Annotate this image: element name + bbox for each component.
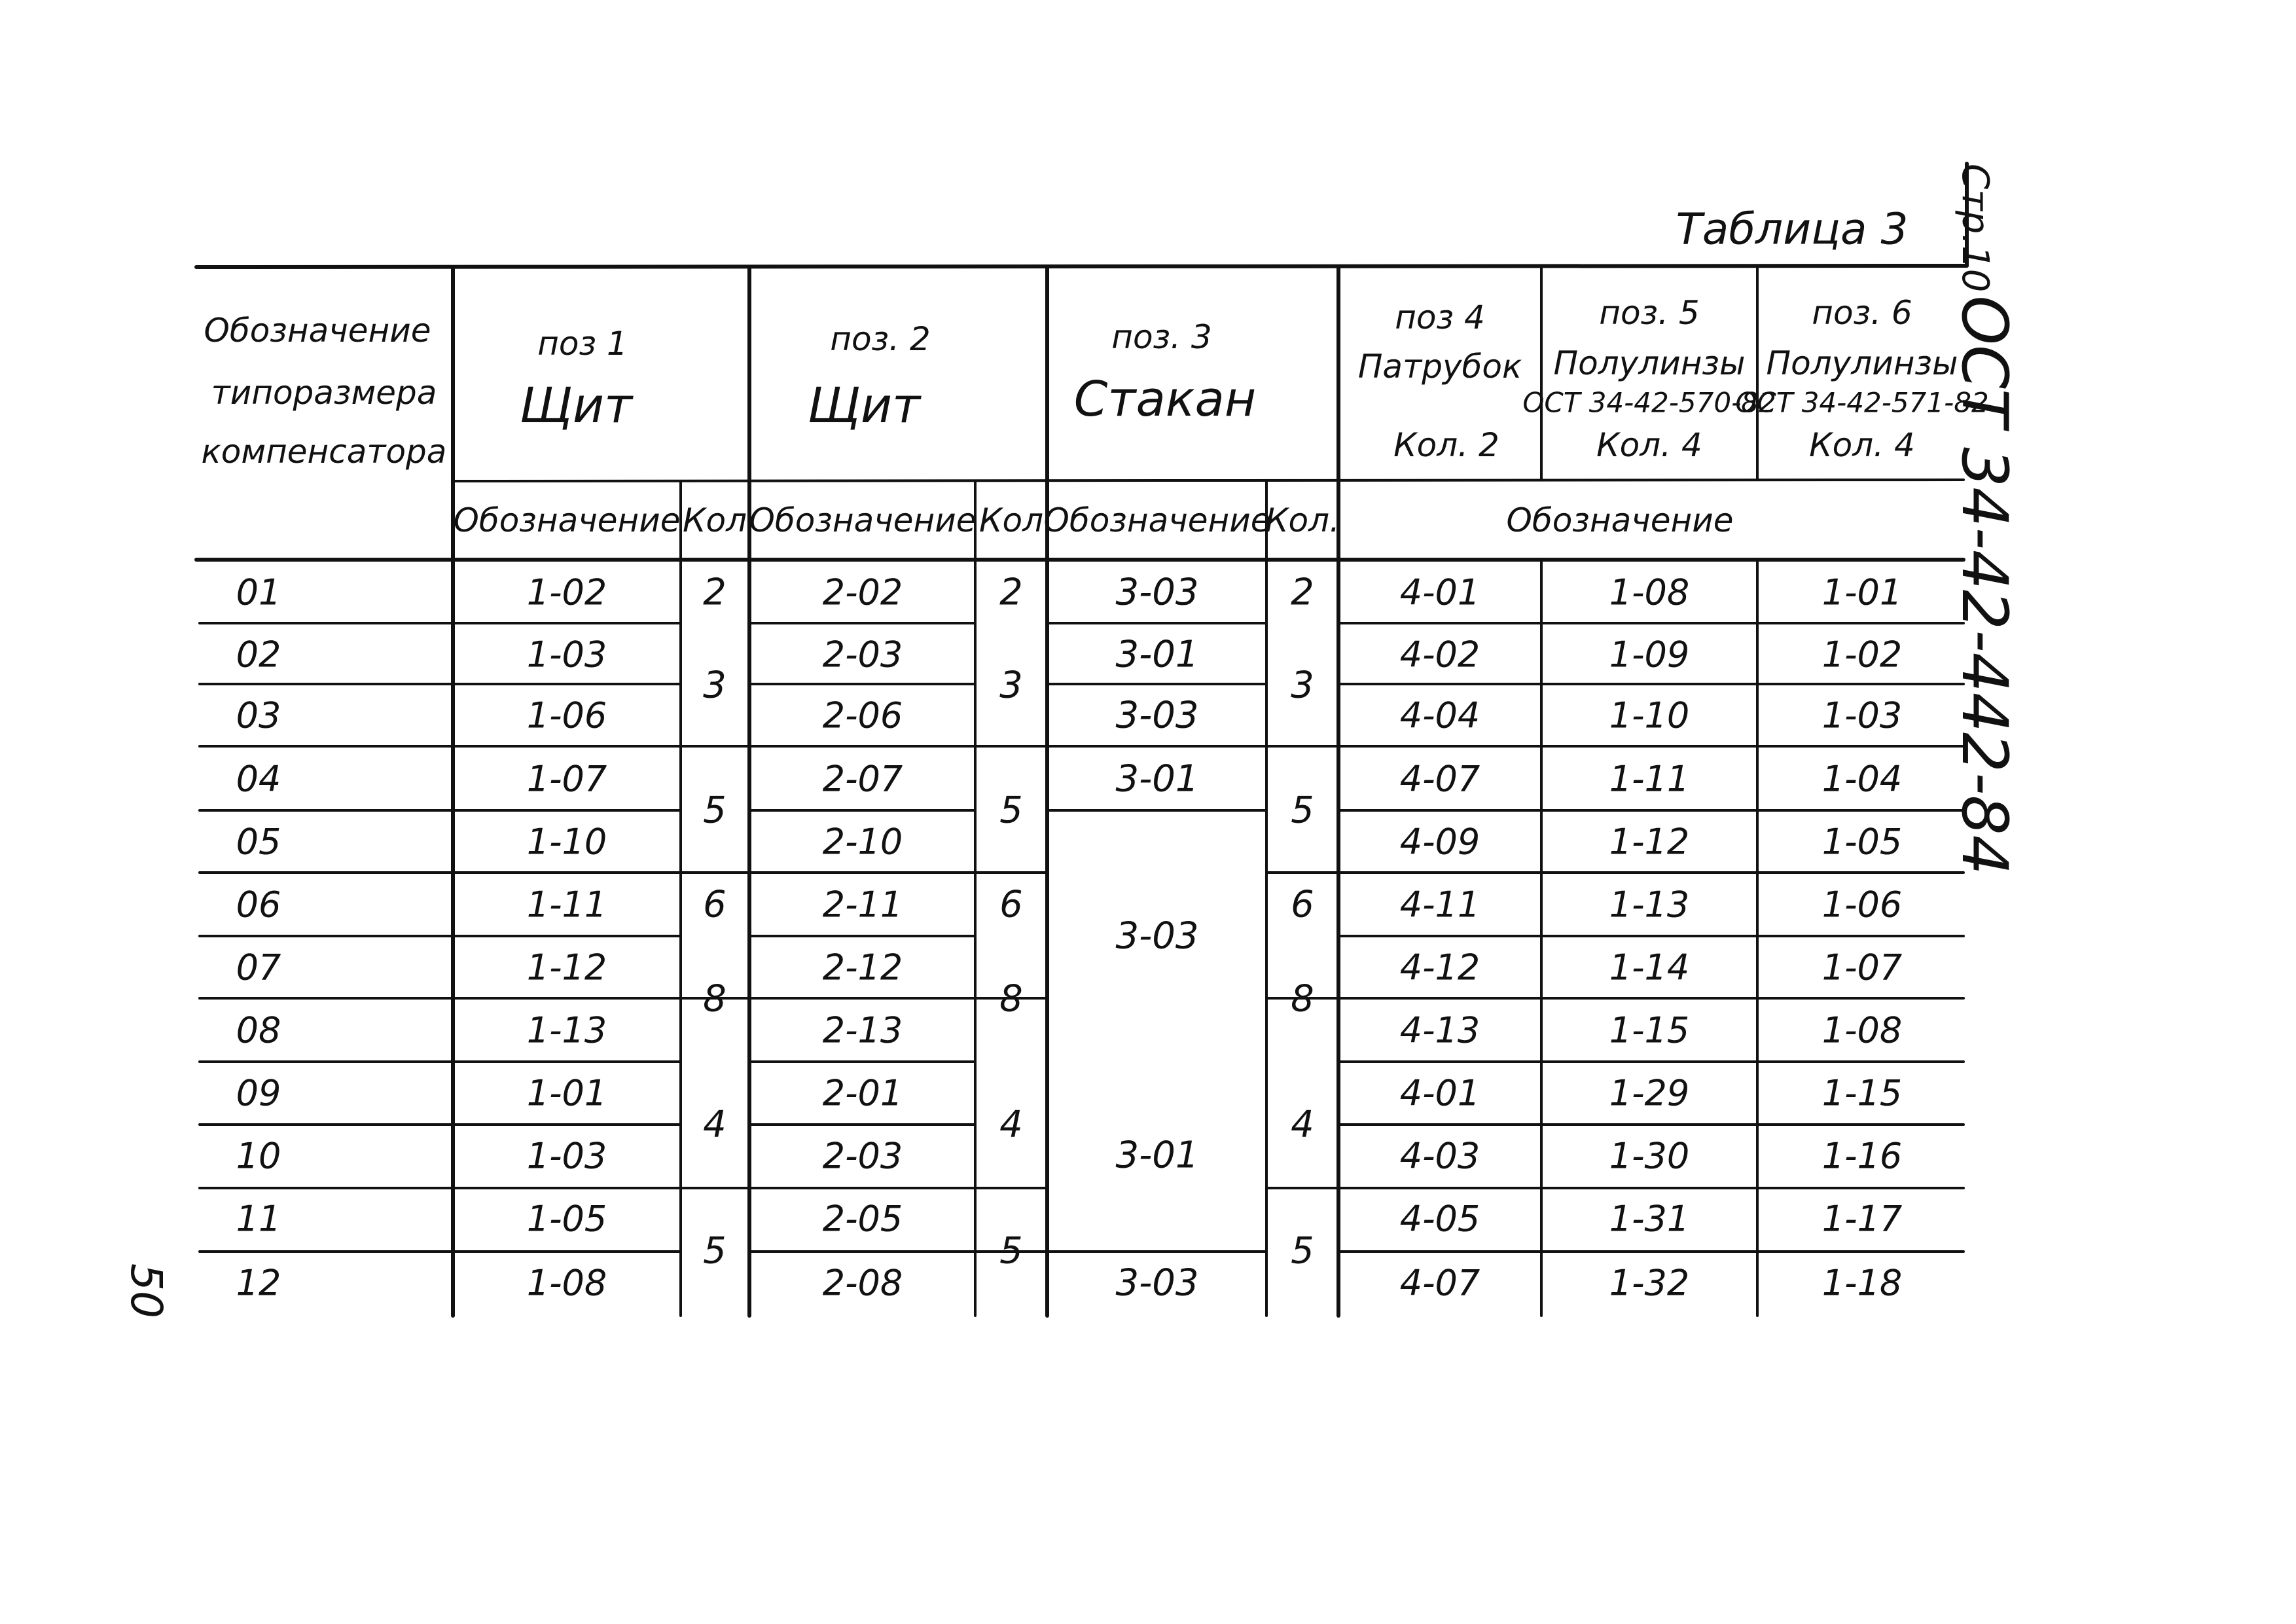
first-col-header-line1: Обозначение — [204, 312, 431, 350]
first-col-header-line3: компенсатора — [201, 433, 447, 471]
designation-cell-p2: 2-01 — [822, 1072, 903, 1114]
designation-cell-p2: 2-12 — [822, 947, 903, 988]
designation-cell-p5: 1-32 — [1609, 1262, 1690, 1304]
designation-cell-p4: 4-01 — [1399, 571, 1480, 613]
designation-cell-p4: 4-09 — [1399, 821, 1480, 863]
quantity-cell-qty2: 5 — [999, 1229, 1023, 1272]
designation-cell-p5: 1-11 — [1609, 758, 1690, 800]
pos3-designation-cell: 3-03 — [1115, 914, 1199, 958]
pos3-name: Стакан — [1073, 371, 1257, 427]
quantity-cell-qty3: 4 — [1291, 1103, 1314, 1146]
size-designation-cell: 08 — [236, 1009, 281, 1051]
designation-cell-p4: 4-13 — [1399, 1009, 1480, 1051]
quantity-cell-qty2: 2 — [999, 571, 1023, 614]
pos3-designation-cell: 3-03 — [1115, 694, 1199, 737]
designation-cell-p4: 4-03 — [1399, 1135, 1480, 1177]
designation-cell-p6: 1-18 — [1821, 1262, 1903, 1304]
designation-cell-p2: 2-11 — [822, 884, 903, 926]
quantity-cell-qty2: 6 — [999, 883, 1023, 926]
subheader-qty-pos1: Кол — [682, 501, 747, 539]
pos4-label: поз 4 — [1395, 298, 1485, 336]
pos3-designation-cell: 3-01 — [1115, 1134, 1199, 1177]
designation-cell-p2: 2-10 — [822, 821, 903, 863]
designation-cell-p2: 2-02 — [822, 571, 903, 613]
designation-cell-p2: 2-03 — [822, 1135, 903, 1177]
designation-cell-p1: 1-11 — [526, 884, 607, 926]
quantity-cell-qty2: 8 — [999, 977, 1023, 1020]
page-number: 50 — [121, 1263, 171, 1318]
designation-cell-p4: 4-07 — [1399, 758, 1480, 800]
quantity-cell-qty1: 4 — [703, 1103, 726, 1146]
quantity-cell-qty3: 2 — [1291, 571, 1314, 614]
pos3-designation-cell: 3-01 — [1115, 757, 1199, 801]
side-page-label: Стр.10 — [1954, 164, 1996, 293]
designation-cell-p2: 2-08 — [822, 1262, 903, 1304]
designation-cell-p1: 1-02 — [526, 571, 607, 613]
designation-cell-p4: 4-01 — [1399, 1072, 1480, 1114]
subheader-designation-pos3: Обозначение — [1043, 501, 1271, 539]
designation-cell-p6: 1-17 — [1821, 1198, 1903, 1240]
designation-cell-p1: 1-03 — [526, 1135, 607, 1177]
pos3-label: поз. 3 — [1111, 318, 1212, 356]
pos6-standard: ОСТ 34-42-571-82 — [1735, 386, 1989, 419]
subheader-designation-pos1: Обозначение — [453, 501, 681, 539]
designation-cell-p5: 1-12 — [1609, 821, 1690, 863]
designation-cell-p1: 1-13 — [526, 1009, 607, 1051]
size-designation-cell: 02 — [236, 634, 281, 676]
designation-cell-p4: 4-05 — [1399, 1198, 1480, 1240]
subheader-designation-pos2: Обозначение — [749, 501, 977, 539]
designation-cell-p4: 4-02 — [1399, 634, 1480, 676]
designation-cell-p6: 1-03 — [1821, 695, 1903, 736]
designation-cell-p5: 1-13 — [1609, 884, 1690, 926]
designation-cell-p5: 1-31 — [1609, 1198, 1690, 1240]
quantity-cell-qty3: 5 — [1291, 789, 1314, 832]
designation-cell-p6: 1-04 — [1821, 758, 1903, 800]
pos3-designation-cell: 3-03 — [1115, 571, 1199, 614]
size-designation-cell: 07 — [236, 947, 281, 988]
designation-cell-p2: 2-13 — [822, 1009, 903, 1051]
designation-cell-p5: 1-08 — [1609, 571, 1690, 613]
quantity-cell-qty1: 6 — [703, 883, 726, 926]
designation-cell-p2: 2-06 — [822, 695, 903, 736]
pos3-designation-cell: 3-03 — [1115, 1261, 1199, 1305]
designation-cell-p4: 4-07 — [1399, 1262, 1480, 1304]
size-designation-cell: 06 — [236, 884, 281, 926]
document-code-sidebar — [1948, 164, 2021, 875]
pos4-name: Патрубок — [1357, 348, 1522, 386]
designation-cell-p5: 1-15 — [1609, 1009, 1690, 1051]
subheader-designation-pos4-6: Обозначение — [1506, 501, 1734, 539]
size-designation-cell: 12 — [236, 1262, 281, 1304]
designation-cell-p6: 1-07 — [1821, 947, 1903, 988]
quantity-cell-qty1: 3 — [703, 664, 726, 707]
quantity-cell-qty3: 6 — [1291, 883, 1314, 926]
size-designation-cell: 04 — [236, 758, 281, 800]
pos5-qty: Кол. 4 — [1596, 426, 1702, 464]
designation-cell-p1: 1-06 — [526, 695, 607, 736]
quantity-cell-qty3: 5 — [1291, 1229, 1314, 1272]
designation-cell-p1: 1-03 — [526, 634, 607, 676]
designation-cell-p6: 1-06 — [1821, 884, 1903, 926]
designation-cell-p4: 4-11 — [1399, 884, 1480, 926]
side-standard-code: ОСТ 34-42-442-84 — [1948, 295, 2021, 875]
pos1-label: поз 1 — [537, 325, 628, 363]
pos5-name: Полулинзы — [1553, 344, 1746, 382]
designation-cell-p1: 1-10 — [526, 821, 607, 863]
quantity-cell-qty2: 5 — [999, 789, 1023, 832]
quantity-cell-qty2: 4 — [999, 1103, 1023, 1146]
designation-cell-p1: 1-08 — [526, 1262, 607, 1304]
designation-cell-p6: 1-16 — [1821, 1135, 1903, 1177]
pos4-qty: Кол. 2 — [1393, 426, 1499, 464]
first-col-header-line2: типоразмера — [211, 374, 437, 412]
designation-cell-p5: 1-09 — [1609, 634, 1690, 676]
designation-cell-p2: 2-05 — [822, 1198, 903, 1240]
designation-cell-p4: 4-04 — [1399, 695, 1480, 736]
quantity-cell-qty1: 5 — [703, 789, 726, 832]
quantity-cell-qty2: 3 — [999, 664, 1023, 707]
table-label: Таблица 3 — [1676, 204, 1909, 255]
quantity-cell-qty1: 2 — [703, 571, 726, 614]
quantity-cell-qty3: 3 — [1291, 664, 1314, 707]
designation-cell-p6: 1-05 — [1821, 821, 1903, 863]
designation-cell-p4: 4-12 — [1399, 947, 1480, 988]
pos3-designation-cell: 3-01 — [1115, 633, 1199, 676]
designation-cell-p6: 1-02 — [1821, 634, 1903, 676]
designation-cell-p1: 1-05 — [526, 1198, 607, 1240]
subheader-qty-pos2: Кол — [978, 501, 1044, 539]
designation-cell-p5: 1-10 — [1609, 695, 1690, 736]
quantity-cell-qty1: 8 — [703, 977, 726, 1020]
designation-cell-p6: 1-01 — [1821, 571, 1903, 613]
size-designation-cell: 10 — [236, 1135, 281, 1177]
pos6-qty: Кол. 4 — [1809, 426, 1915, 464]
pos2-name: Щит — [807, 378, 921, 434]
size-designation-cell: 03 — [236, 695, 281, 736]
pos1-name: Щит — [519, 378, 633, 434]
size-designation-cell: 09 — [236, 1072, 281, 1114]
pos6-name: Полулинзы — [1766, 344, 1958, 382]
size-designation-cell: 11 — [236, 1198, 281, 1240]
pos6-label: поз. 6 — [1812, 294, 1912, 332]
pos2-label: поз. 2 — [830, 320, 931, 358]
designation-cell-p5: 1-30 — [1609, 1135, 1690, 1177]
subheader-qty-pos3: Кол. — [1265, 501, 1340, 539]
pos5-standard: ОСТ 34-42-570-82 — [1522, 386, 1776, 419]
designation-cell-p1: 1-12 — [526, 947, 607, 988]
designation-cell-p6: 1-15 — [1821, 1072, 1903, 1114]
designation-cell-p1: 1-07 — [526, 758, 607, 800]
designation-cell-p2: 2-03 — [822, 634, 903, 676]
quantity-cell-qty3: 8 — [1291, 977, 1314, 1020]
quantity-cell-qty1: 5 — [703, 1229, 726, 1272]
designation-cell-p6: 1-08 — [1821, 1009, 1903, 1051]
pos5-label: поз. 5 — [1599, 294, 1700, 332]
size-designation-cell: 01 — [236, 571, 281, 613]
designation-cell-p5: 1-29 — [1609, 1072, 1690, 1114]
designation-cell-p1: 1-01 — [526, 1072, 607, 1114]
designation-cell-p5: 1-14 — [1609, 947, 1690, 988]
size-designation-cell: 05 — [236, 821, 281, 863]
designation-cell-p2: 2-07 — [822, 758, 903, 800]
